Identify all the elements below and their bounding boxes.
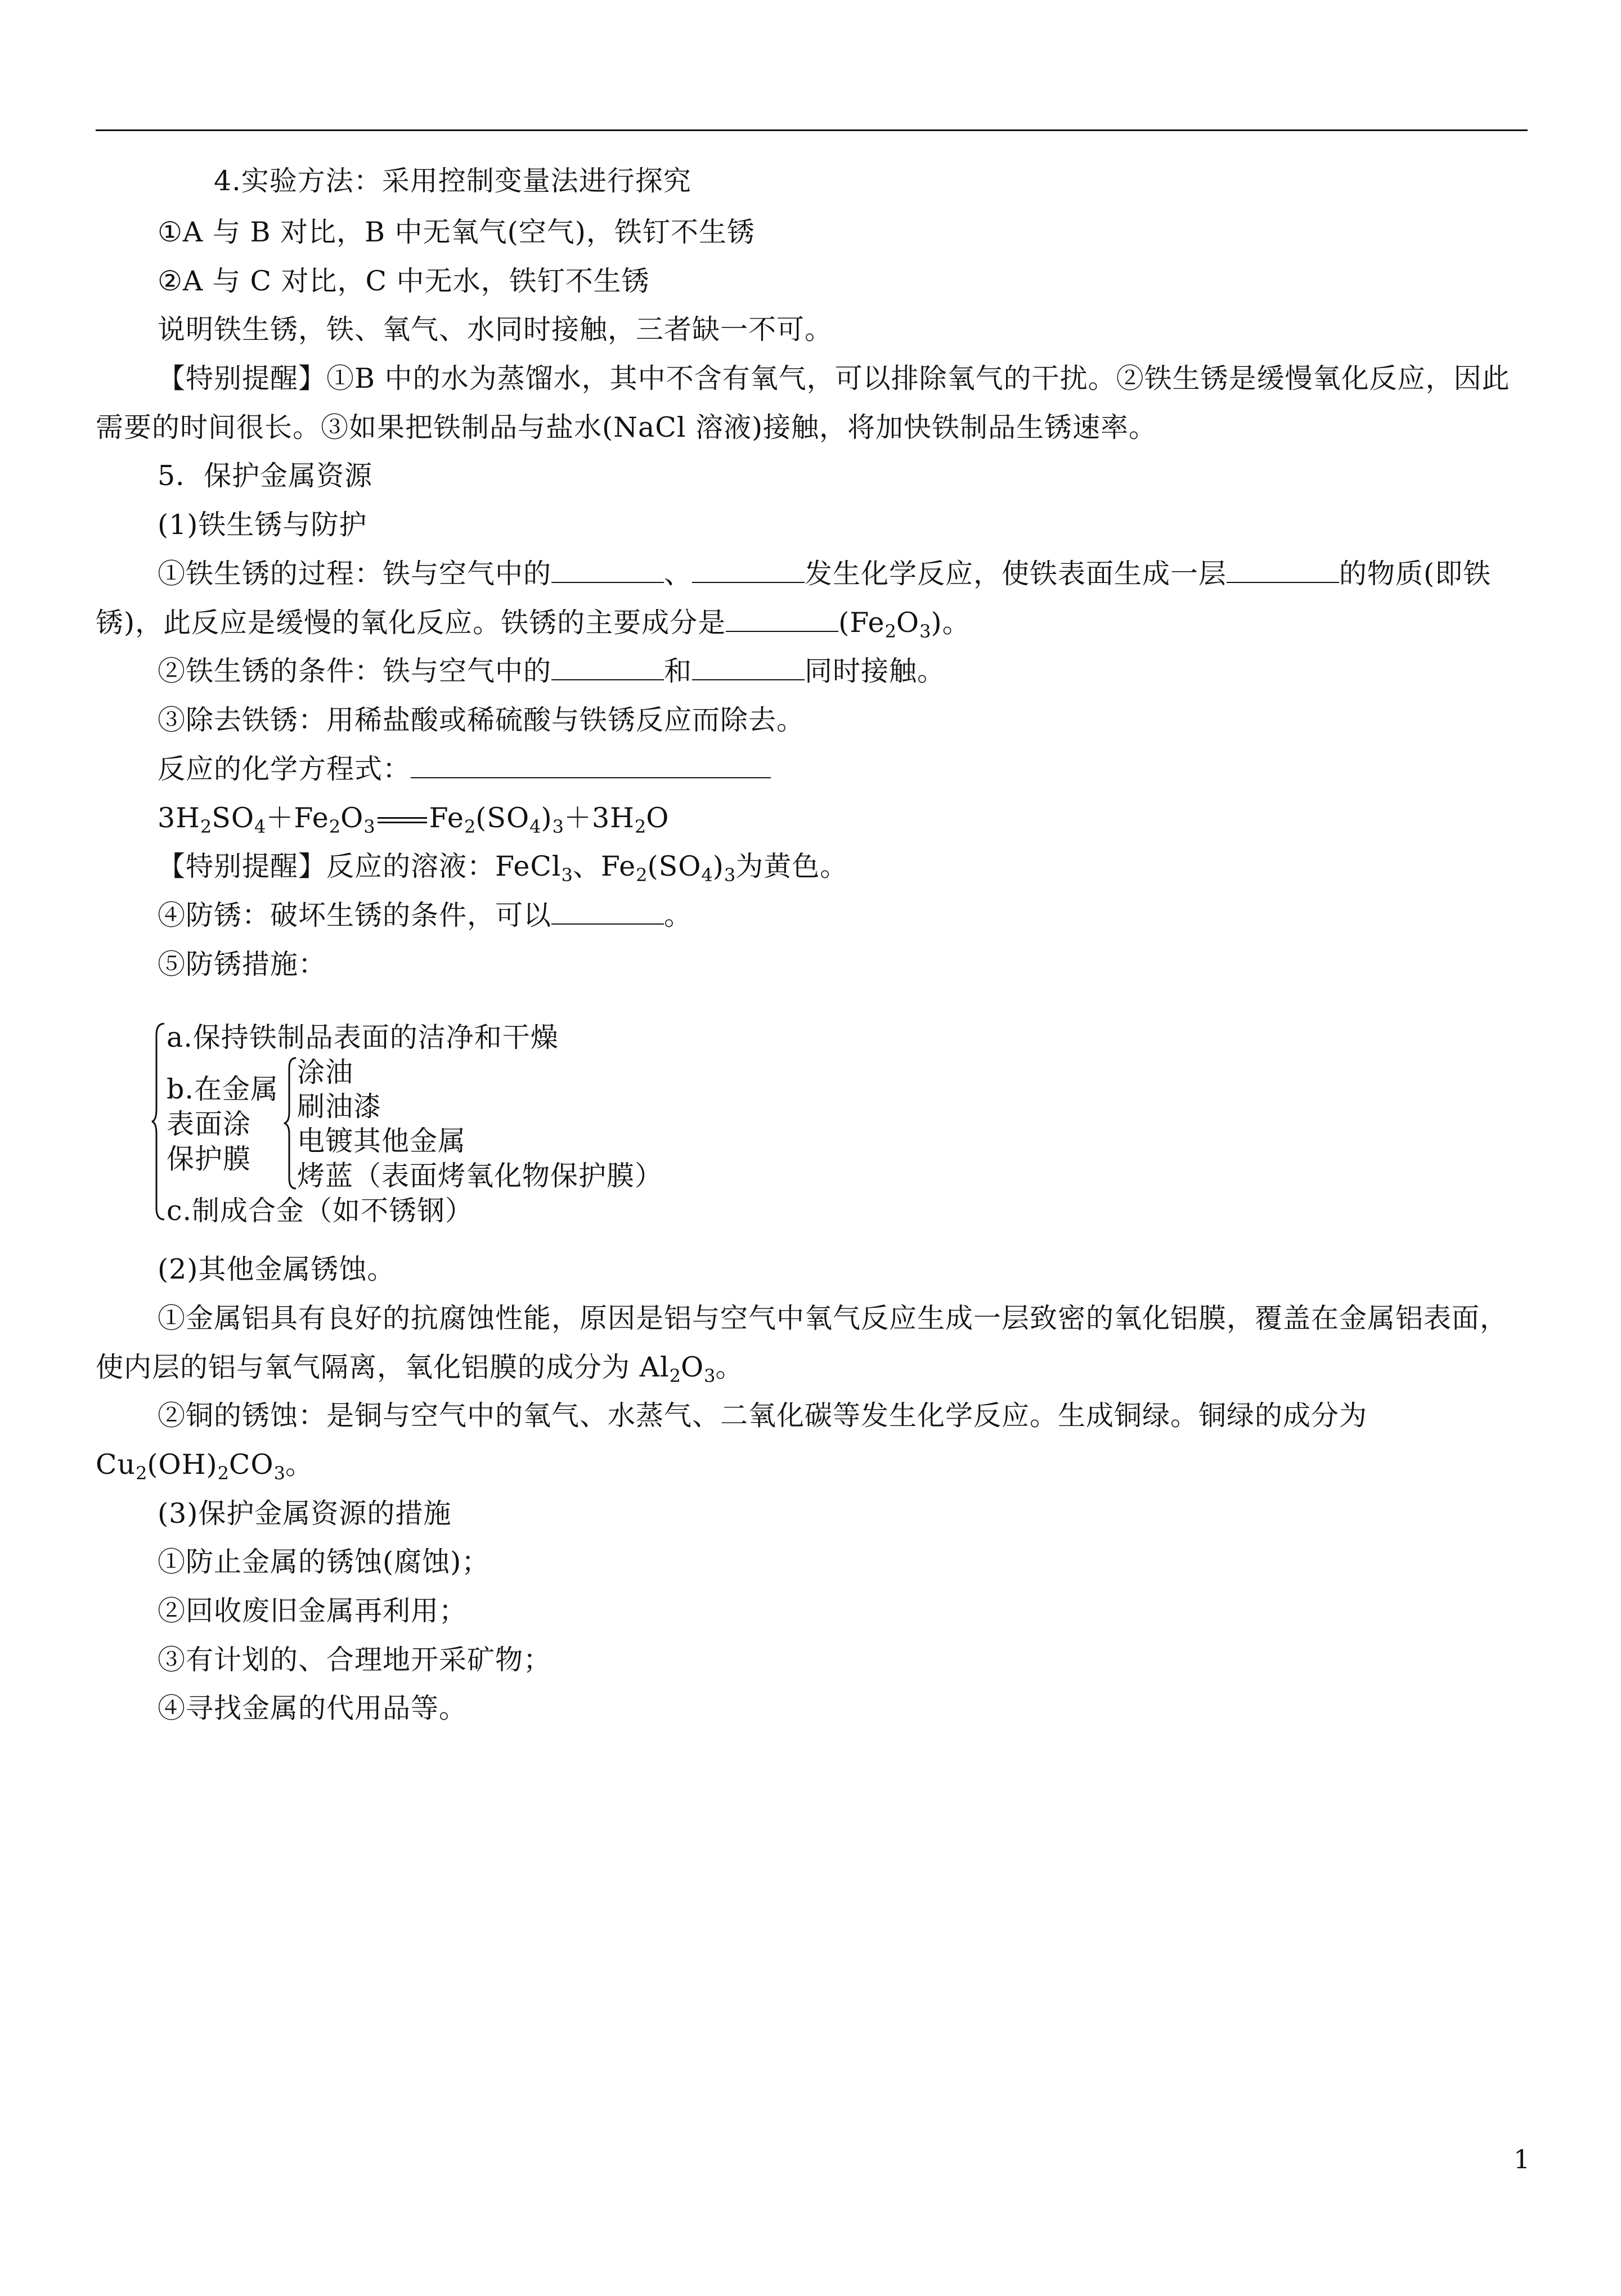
inner-brace <box>282 1056 298 1191</box>
equation-label-line: 反应的化学方程式： <box>158 752 771 786</box>
double-line-equals <box>375 814 429 827</box>
fill-blank[interactable] <box>551 654 664 680</box>
equation-blank[interactable] <box>411 752 771 778</box>
measure-b-option-1: 涂油 <box>297 1056 354 1088</box>
aluminum-line-1: ①金属铝具有良好的抗腐蚀性能，原因是铝与空气中氧气反应生成一层致密的氧化铝膜，覆盖在金属铝表面， <box>158 1302 1508 1334</box>
reminder-1-line-1: 【特别提醒】①B 中的水为蒸馏水，其中不含有氧气，可以排除氧气的干扰。②铁生锈是缓慢氧化反应，因此 <box>158 362 1510 394</box>
fill-blank[interactable] <box>726 606 838 632</box>
measure-b-option-3: 电镀其他金属 <box>297 1125 466 1157</box>
section-5-2-title: (2)其他金属锈蚀。 <box>158 1253 396 1285</box>
protect-item-2: ②回收废旧金属再利用； <box>158 1595 468 1627</box>
section-4-conclusion: 说明铁生锈，铁、氧气、水同时接触，三者缺一不可。 <box>158 313 833 346</box>
measures-title: ⑤防锈措施： <box>158 948 327 980</box>
protect-item-1: ①防止金属的锈蚀(腐蚀)； <box>158 1546 490 1578</box>
measure-b-line-1: b.在金属 <box>167 1073 279 1105</box>
rust-process-line-1: ①铁生锈的过程：铁与空气中的 、 发生化学反应，使铁表面生成一层 的物质(即铁 <box>158 558 1492 590</box>
copper-line-2: $Cu_2(OH)_2CO_3$。 <box>96 1449 313 1484</box>
measure-a: a.保持铁制品表面的洁净和干燥 <box>167 1021 559 1053</box>
section-5-1-title: (1)铁生锈与防护 <box>158 509 367 541</box>
rust-condition-line: ②铁生锈的条件：铁与空气中的 和 同时接触。 <box>158 655 946 687</box>
measure-b-line-3: 保护膜 <box>167 1143 252 1175</box>
header-rule <box>96 129 1528 131</box>
section-5-3-title: (3)保护金属资源的措施 <box>158 1497 452 1530</box>
copper-line-1: ②铜的锈蚀：是铜与空气中的氧气、水蒸气、二氧化碳等发生化学反应。生成铜绿。铜绿的成分为 <box>158 1400 1368 1432</box>
page-number: 1 <box>1514 2144 1530 2174</box>
remove-rust-line: ③除去铁锈：用稀盐酸或稀硫酸与铁锈反应而除去。 <box>158 704 805 736</box>
reminder-1-line-2: 需要的时间很长。③如果把铁制品与盐水(NaCl 溶液)接触，将加快铁制品生锈速率。 <box>96 411 1157 443</box>
section-4-title: 4.实验方法：采用控制变量法进行探究 <box>214 165 691 197</box>
reminder-2: 【特别提醒】反应的溶液：FeCl$_3$、$Fe_2(SO_4)_3$为黄色。 <box>158 850 848 886</box>
chemical-equation: $3H_2SO_4+Fe_2O_3$ $Fe_2(SO_4)_3+3H_2O$ <box>158 802 670 837</box>
rust-process-line-2: 锈)，此反应是缓慢的氧化反应。铁锈的主要成分是 $(Fe_2O_3)$。 <box>96 607 971 642</box>
measure-b-option-2: 刷油漆 <box>297 1091 382 1123</box>
fill-blank[interactable] <box>692 557 805 583</box>
section-4-item-1: ①A 与 B 对比，B 中无氧气(空气)，铁钉不生锈 <box>158 216 755 248</box>
section-4-item-2: ②A 与 C 对比，C 中无水，铁钉不生锈 <box>158 265 650 297</box>
fill-blank[interactable] <box>551 557 664 583</box>
fill-blank[interactable] <box>1227 557 1339 583</box>
section-5-title: 5．保护金属资源 <box>158 460 373 492</box>
measure-b-option-4: 烤蓝（表面烤氧化物保护膜） <box>297 1160 663 1192</box>
measure-c: c.制成合金（如不锈钢） <box>167 1195 474 1227</box>
antirust-line: ④防锈：破坏生锈的条件，可以 。 <box>158 899 693 931</box>
measure-b-line-2: 表面涂 <box>167 1108 252 1140</box>
aluminum-line-2: 使内层的铝与氧气隔离，氧化铝膜的成分为 $Al_2O_3$。 <box>96 1351 744 1387</box>
fill-blank[interactable] <box>692 654 805 680</box>
fill-blank[interactable] <box>551 899 664 925</box>
protect-item-3: ③有计划的、合理地开采矿物； <box>158 1644 552 1676</box>
outer-brace <box>151 1021 168 1221</box>
protect-item-4: ④寻找金属的代用品等。 <box>158 1692 468 1724</box>
